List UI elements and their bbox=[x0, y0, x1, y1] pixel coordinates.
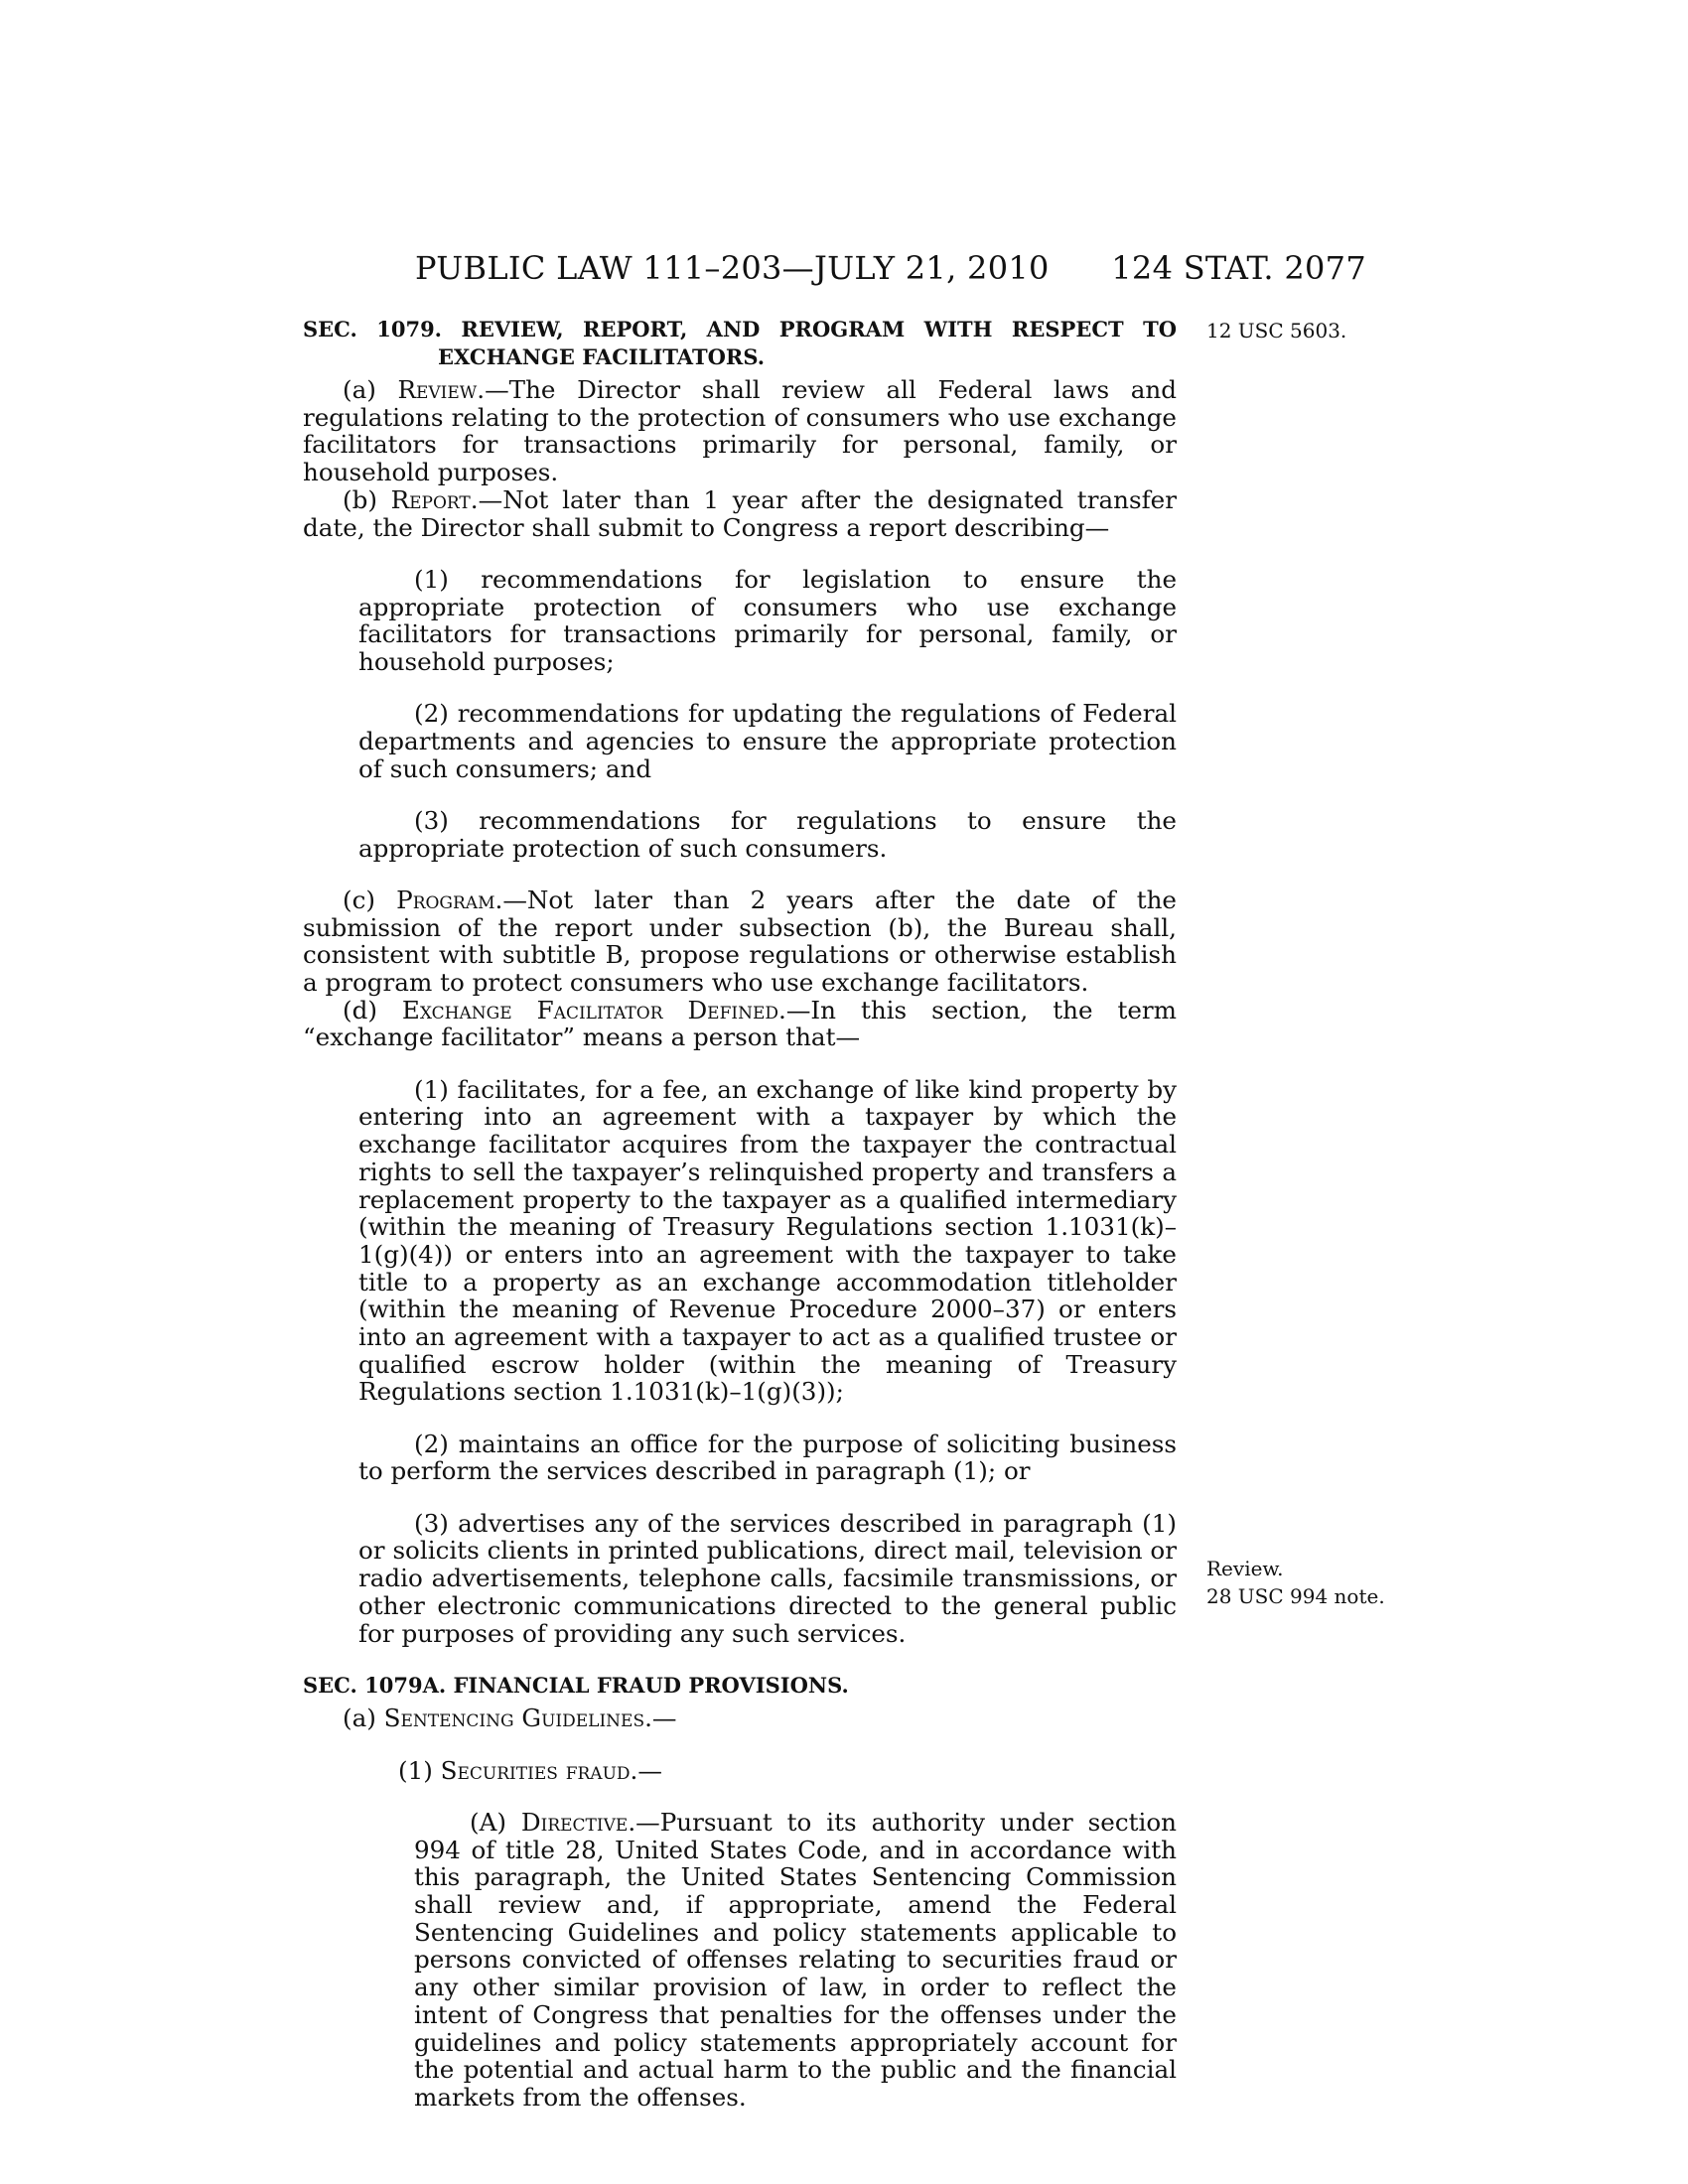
subparagraph-a-directive: (A) Directive.—Pursuant to its authority under section 994 of title 28, United States Code, and in accordance with this paragraph, the United States Sentencing Commission shall review and, if appropriate, amend the Federal Sentencing Guidelines and policy statements applicable to persons convicted of offenses relating to securities fraud or any other similar provision of law, in order to reflect the intent of Congress that penalties for the offenses under the guidelines and policy statements appropriately account for the potential and actual harm to the public and the financial markets from the offenses. bbox=[414, 1807, 1177, 2112]
subsection-d-definition: (d) Exchange Facilitator Defined.—In this section, the term “exchange facilitator” means a person that— bbox=[303, 995, 1177, 1052]
paragraph-d3: (3) advertises any of the services described in paragraph (1) or solicits clients in printed publications, direct mail, television or radio advertisements, telephone calls, facsimile transmissions, or other electronic communications directed to the general public for purposes of providing any such services. bbox=[358, 1508, 1177, 1648]
paragraph-b1: (1) recommendations for legislation to ensure the appropriate protection of consumers who use exchange facilitators for transactions primarily for personal, family, or household purposes; bbox=[358, 564, 1177, 676]
margin-note-usc-5603: 12 USC 5603. bbox=[1206, 319, 1347, 342]
paragraph-b3: (3) recommendations for regulations to ensure the appropriate protection of such consumers. bbox=[358, 805, 1177, 863]
running-head bbox=[415, 248, 1366, 288]
document-body bbox=[303, 316, 1177, 2135]
section-1079-heading bbox=[303, 316, 1177, 370]
subsection-a-sentencing-guidelines: (a) Sentencing Guidelines.— bbox=[343, 1704, 677, 1733]
running-head-stat: 124 STAT. 2077 bbox=[1111, 249, 1366, 287]
paragraph-d1: (1) facilitates, for a fee, an exchange of like kind property by entering into an agreement with a taxpayer by which the exchange facilitator acquires from the taxpayer the contractual rights to sell the taxpayer’s relinquished property and transfers a replacement property to the taxpayer as a qualified intermediary (within the meaning of Treasury Regulations section 1.1031(k)–1(g)(4)) or enters into an agreement with the taxpayer to take title to a property as an exchange accommodation titleholder (within the meaning of Revenue Procedure 2000–37) or enters into an agreement with a taxpayer to act as a qualified trustee or qualified escrow holder (within the meaning of Treasury Regulations section 1.1031(k)–1(g)(3)); bbox=[358, 1074, 1177, 1407]
subsection-b-report: (b) Report.—Not later than 1 year after the designated transfer date, the Director shall submit to Congress a report describing— bbox=[303, 484, 1177, 542]
section-1079a-title: SEC. 1079A. FINANCIAL FRAUD PROVISIONS. bbox=[303, 1672, 849, 1698]
margin-note-review: Review. bbox=[1206, 1557, 1284, 1580]
paragraph-a1-securities-fraud: (1) Securities fraud.— bbox=[398, 1755, 662, 1785]
paragraph-d2: (2) maintains an office for the purpose of soliciting business to perform the services described in paragraph (1); or bbox=[358, 1429, 1177, 1486]
subsection-a-review: (a) Review.—The Director shall review all Federal laws and regulations relating to the protection of consumers who use exchange facilitators for transactions primarily for personal, family, or household purposes. bbox=[303, 375, 1177, 487]
subsection-c-program: (c) Program.—Not later than 2 years after the date of the submission of the report under subsection (b), the Bureau shall, consistent with subtitle B, propose regulations or otherwise establish a program to protect consumers who use exchange facilitators. bbox=[303, 885, 1177, 998]
running-head-law: PUBLIC LAW 111–203—JULY 21, 2010 bbox=[415, 249, 1050, 287]
margin-note-usc-994: 28 USC 994 note. bbox=[1206, 1584, 1385, 1608]
paragraph-b2: (2) recommendations for updating the regulations of Federal departments and agencies to ensure the appropriate protection of such consumers; and bbox=[358, 699, 1177, 783]
section-1079-title-line2: EXCHANGE FACILITATORS. bbox=[438, 343, 766, 369]
section-1079-title-line1: SEC. 1079. REVIEW, REPORT, AND PROGRAM WITH RESPECT TO bbox=[303, 317, 1177, 341]
